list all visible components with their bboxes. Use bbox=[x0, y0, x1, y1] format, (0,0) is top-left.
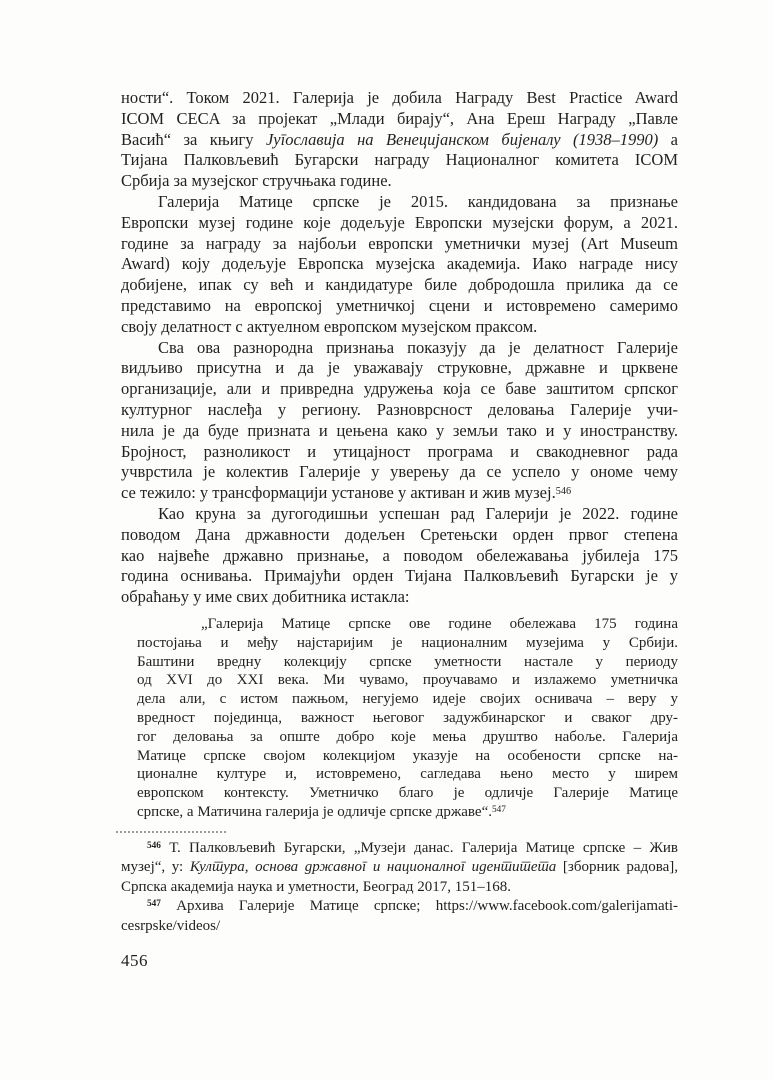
text-line: поводом Дана државности додељен Сретењски орден првог степена bbox=[121, 524, 678, 544]
text-block bbox=[121, 88, 678, 971]
footnotes bbox=[121, 839, 678, 937]
footnote-547 bbox=[121, 897, 678, 936]
text-line: српске, а Матичина галерија је одличје српске државе“.$^{547}$ bbox=[137, 803, 506, 820]
text-line: године за награду за најбољи европски уметнички музеј (Art Museum bbox=[121, 233, 678, 253]
text-line: нила је да буде призната и цењена како у земљи тако и у иностранству. bbox=[121, 420, 678, 440]
text-line: Српска академија наука и уметности, Београд 2017, 151–168. bbox=[121, 878, 511, 895]
paragraph bbox=[121, 88, 678, 192]
text-line: се тежило: у трансформацији установе у активан и жив музеј.$^{546}$ bbox=[121, 483, 572, 503]
text-line: културног наслеђа у региону. Разноврсност деловања Галерије учи- bbox=[121, 399, 678, 419]
text-line: Матице српске својом колекцијом указује на особености српске на- bbox=[137, 747, 678, 764]
text-line: година оснивања. Примајући орден Тијана Палковљевић Бугарски је у bbox=[121, 566, 678, 586]
text-line: Сва ова разнородна признања показују да је делатност Галерије bbox=[158, 337, 678, 357]
footnote-marker: 547 bbox=[147, 899, 161, 910]
text-line: добијене, ипак су већ и кандидатуре биле добродошла прилика да се bbox=[121, 275, 678, 295]
text-line: Србија за музејског стручњака године. bbox=[121, 171, 392, 191]
footnote-reference: 547 bbox=[492, 804, 506, 815]
text-line: музеј“, у: Култура, основа државног и националног идентитета [зборник радова], bbox=[121, 859, 678, 876]
text-line: cesrpske/videos/ bbox=[121, 918, 221, 935]
text-line: Тијана Палковљевић Бугарски награду Националног комитета ICOM bbox=[121, 150, 678, 170]
text-line: постојања и међу најстаријим је националним музејима у Србији. bbox=[137, 634, 678, 651]
text-line: као највеће државно признање, а поводом обележавања јубилеја 175 bbox=[121, 545, 678, 565]
footnote-reference: 546 bbox=[555, 485, 572, 497]
text-line: гог деловања за опште добро које мења друштво набоље. Галерија bbox=[137, 728, 678, 745]
text-line: Галерија Матице српске је 2015. кандидована за признање bbox=[158, 191, 678, 211]
text-line: европском контексту. Уметничко благо је одличје Галерије Матице bbox=[137, 785, 678, 802]
text-line: Васић“ за књигу Југославија на Венецијанском бијеналу (1938–1990) а bbox=[121, 129, 678, 149]
text-line: учврстила је колектив Галерије у уверењу да се успело у ономе чему bbox=[121, 462, 678, 482]
text-line: Европски музеј године које додељује Европски музејски форум, а 2021. bbox=[121, 212, 678, 232]
page-number: 456 bbox=[121, 950, 148, 970]
text-line: вредност појединца, важност његовог задужбинарског и сваког дру- bbox=[137, 709, 678, 726]
text-line: видљиво присутна и да је уважавају струковне, државне и црквене bbox=[121, 358, 678, 378]
paragraph bbox=[121, 338, 678, 504]
text-line: од XVI до XXI века. Ми чувамо, проучавамо и излажемо уметничка bbox=[137, 672, 678, 689]
text-line: обраћању у име свих добитника истакла: bbox=[121, 587, 410, 607]
footnote-separator bbox=[116, 831, 226, 833]
text-line: $^{546}$ Т. Палковљевић Бугарски, „Музеји данас. Галерија Матице српске – Жив bbox=[147, 839, 678, 856]
footnote-546 bbox=[121, 839, 678, 898]
text-line: ности“. Током 2021. Галерија је добила Награду Best Practice Award bbox=[121, 88, 678, 107]
block-quote bbox=[137, 615, 678, 822]
paragraph bbox=[121, 192, 678, 338]
body-text bbox=[121, 88, 678, 608]
paragraph bbox=[121, 504, 678, 608]
text-line: Award) коју додељује Европска музејска академија. Иако награде нису bbox=[121, 254, 678, 274]
text-line: Баштини вредну колекцију српске уметности настале у периоду bbox=[137, 653, 678, 670]
footnote-marker: 546 bbox=[147, 840, 161, 851]
text-line: организације, али и привредна удружења која се баве заштитом српског bbox=[121, 379, 678, 399]
text-line: дела али, с истом пажњом, негујемо идеје својих оснивача – веру у bbox=[137, 691, 678, 708]
text-line: своју делатност с актуелном европском музејском праксом. bbox=[121, 316, 538, 336]
text-line: представимо на европској уметничкој сцени и истовремено самеримо bbox=[121, 295, 678, 315]
text-line: ционалне културе и, истовремено, сагледава њено место у ширем bbox=[137, 766, 678, 783]
text-line: Бројност, разноликост и утицајност програма и свакодневног рада bbox=[121, 441, 678, 461]
text-line: ICOM CECA за пројекат „Млади бирају“, Ана Ереш Награду „Павле bbox=[121, 108, 678, 128]
text-line: Као круна за дугогодишњи успешан рад Галерији је 2022. године bbox=[158, 503, 678, 523]
text-line: $^{547}$ Архива Галерије Матице српске; https://www.facebook.com/galerijamati- bbox=[147, 898, 678, 915]
text-line: „Галерија Матице српске ове године обележава 175 година bbox=[201, 615, 678, 632]
